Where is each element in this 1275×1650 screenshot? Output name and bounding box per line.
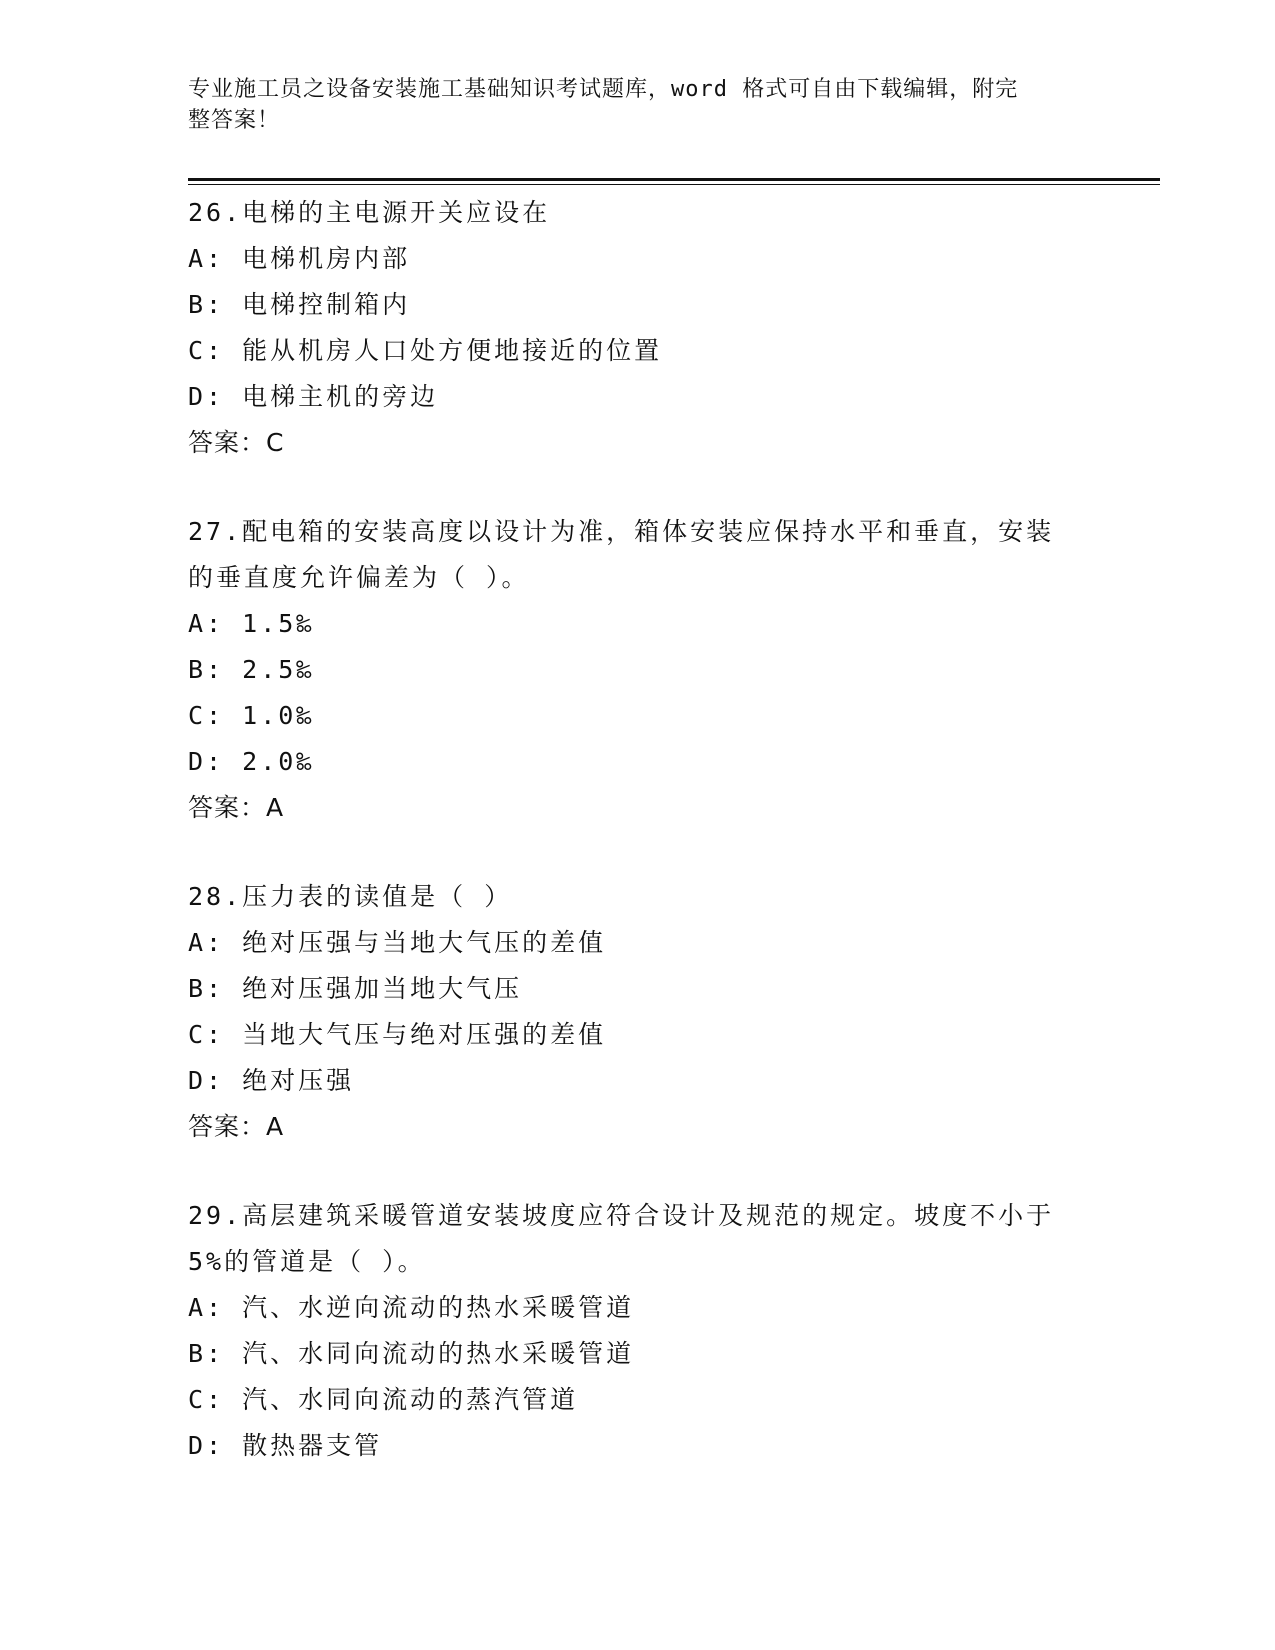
option-d: D: 2.0‰ — [188, 747, 315, 776]
header-divider-thin — [188, 184, 1160, 185]
option-b: B: 绝对压强加当地大气压 — [188, 974, 523, 1003]
header-line-2: 整答案！ — [188, 108, 281, 133]
option-b: B: 汽、水同向流动的热水采暖管道 — [188, 1339, 635, 1368]
option-a: A: 汽、水逆向流动的热水采暖管道 — [188, 1293, 635, 1322]
option-a: A: 绝对压强与当地大气压的差值 — [188, 928, 607, 957]
question-stem-line-2: 的垂直度允许偏差为（ ）。 — [188, 563, 530, 592]
answer-label: 答案：A — [188, 793, 285, 822]
answer-label: 答案：A — [188, 1112, 285, 1141]
question-26 — [188, 190, 1088, 466]
option-d: D: 绝对压强 — [188, 1066, 355, 1095]
question-stem: 26.电梯的主电源开关应设在 — [188, 198, 551, 227]
answer-label: 答案：C — [188, 428, 285, 457]
option-c: C: 当地大气压与绝对压强的差值 — [188, 1020, 607, 1049]
question-stem: 28.压力表的读值是（ ） — [188, 882, 513, 911]
question-list — [188, 190, 1088, 1512]
question-stem-line-2: 5%的管道是（ ）。 — [188, 1247, 426, 1276]
option-a: A: 电梯机房内部 — [188, 244, 411, 273]
header-line-1: 专业施工员之设备安装施工基础知识考试题库，word 格式可自由下载编辑，附完 — [188, 77, 1019, 102]
question-stem-line-1: 29.高层建筑采暖管道安装坡度应符合设计及规范的规定。坡度不小于 — [188, 1201, 1055, 1230]
option-d: D: 电梯主机的旁边 — [188, 382, 439, 411]
option-b: B: 电梯控制箱内 — [188, 290, 411, 319]
question-stem-line-1: 27.配电箱的安装高度以设计为准，箱体安装应保持水平和垂直，安装 — [188, 517, 1055, 546]
question-28 — [188, 874, 1088, 1150]
option-d: D: 散热器支管 — [188, 1431, 383, 1460]
option-b: B: 2.5‰ — [188, 655, 315, 684]
option-c: C: 汽、水同向流动的蒸汽管道 — [188, 1385, 579, 1414]
question-27 — [188, 509, 1088, 831]
document-header — [188, 74, 1088, 136]
option-c: C: 能从机房人口处方便地接近的位置 — [188, 336, 663, 365]
option-a: A: 1.5‰ — [188, 609, 315, 638]
question-29 — [188, 1193, 1088, 1469]
header-divider-thick — [188, 178, 1160, 181]
option-c: C: 1.0‰ — [188, 701, 315, 730]
